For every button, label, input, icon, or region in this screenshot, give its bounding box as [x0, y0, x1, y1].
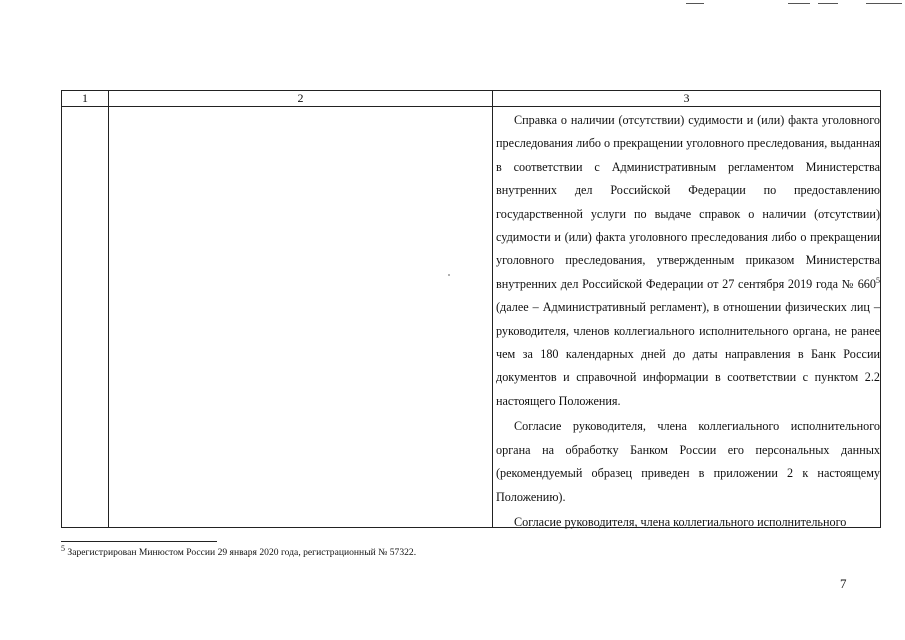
footnote-separator: [61, 541, 217, 542]
paragraph-certificate: Справка о наличии (отсутствии) судимости и (или) факта уголовного преследования либо о прекращении уголовного преследования, выданная в соответствии с Административным регламентом Министерства внутренних дел Российской Федерации по предоставлению государственной услуги по выдаче справок о наличии (отсутствии) судимости и (или) факта уголовного преследования либо о прекращении уголовного преследования, утвержденным приказом Министерства внутренних дел Российской Федерации от 27 сентября 2019 года № $660^5$ (далее – Административный регламент), в отношении физических лиц – руководителя, членов коллегиального исполнительного органа, не ранее чем за 180 календарных дней до даты направления в Банк России документов и справочной информации в соответствии с пунктом 2.2 настоящего Положения.: [496, 113, 880, 408]
paragraph-consent-continued: Согласие руководителя, члена коллегиального исполнительного: [514, 514, 847, 529]
footnote: [61, 543, 417, 559]
column-header-2: 2: [297, 91, 304, 105]
column-divider-2-3: [492, 91, 493, 527]
column-header-3: 3: [683, 91, 690, 105]
column-divider-1-2: [108, 91, 109, 527]
header-divider: [62, 106, 880, 107]
column-3-content: [496, 109, 880, 534]
footnote-text: Зарегистрирован Минюстом России 29 января 2020 года, регистрационный № 57322.: [65, 547, 417, 558]
document-table: [61, 90, 881, 528]
footnote-marker: 5: [61, 543, 65, 553]
scan-speck: [448, 274, 450, 276]
page-number: 7: [840, 576, 847, 591]
footnote-reference[interactable]: 5: [876, 275, 880, 285]
column-header-1: 1: [82, 91, 88, 105]
paragraph-consent: Согласие руководителя, члена коллегиального исполнительного органа на обработку Банком России его персональных данных (рекомендуемый образец приведен в приложении 2 к настоящему Положению).: [496, 419, 880, 504]
